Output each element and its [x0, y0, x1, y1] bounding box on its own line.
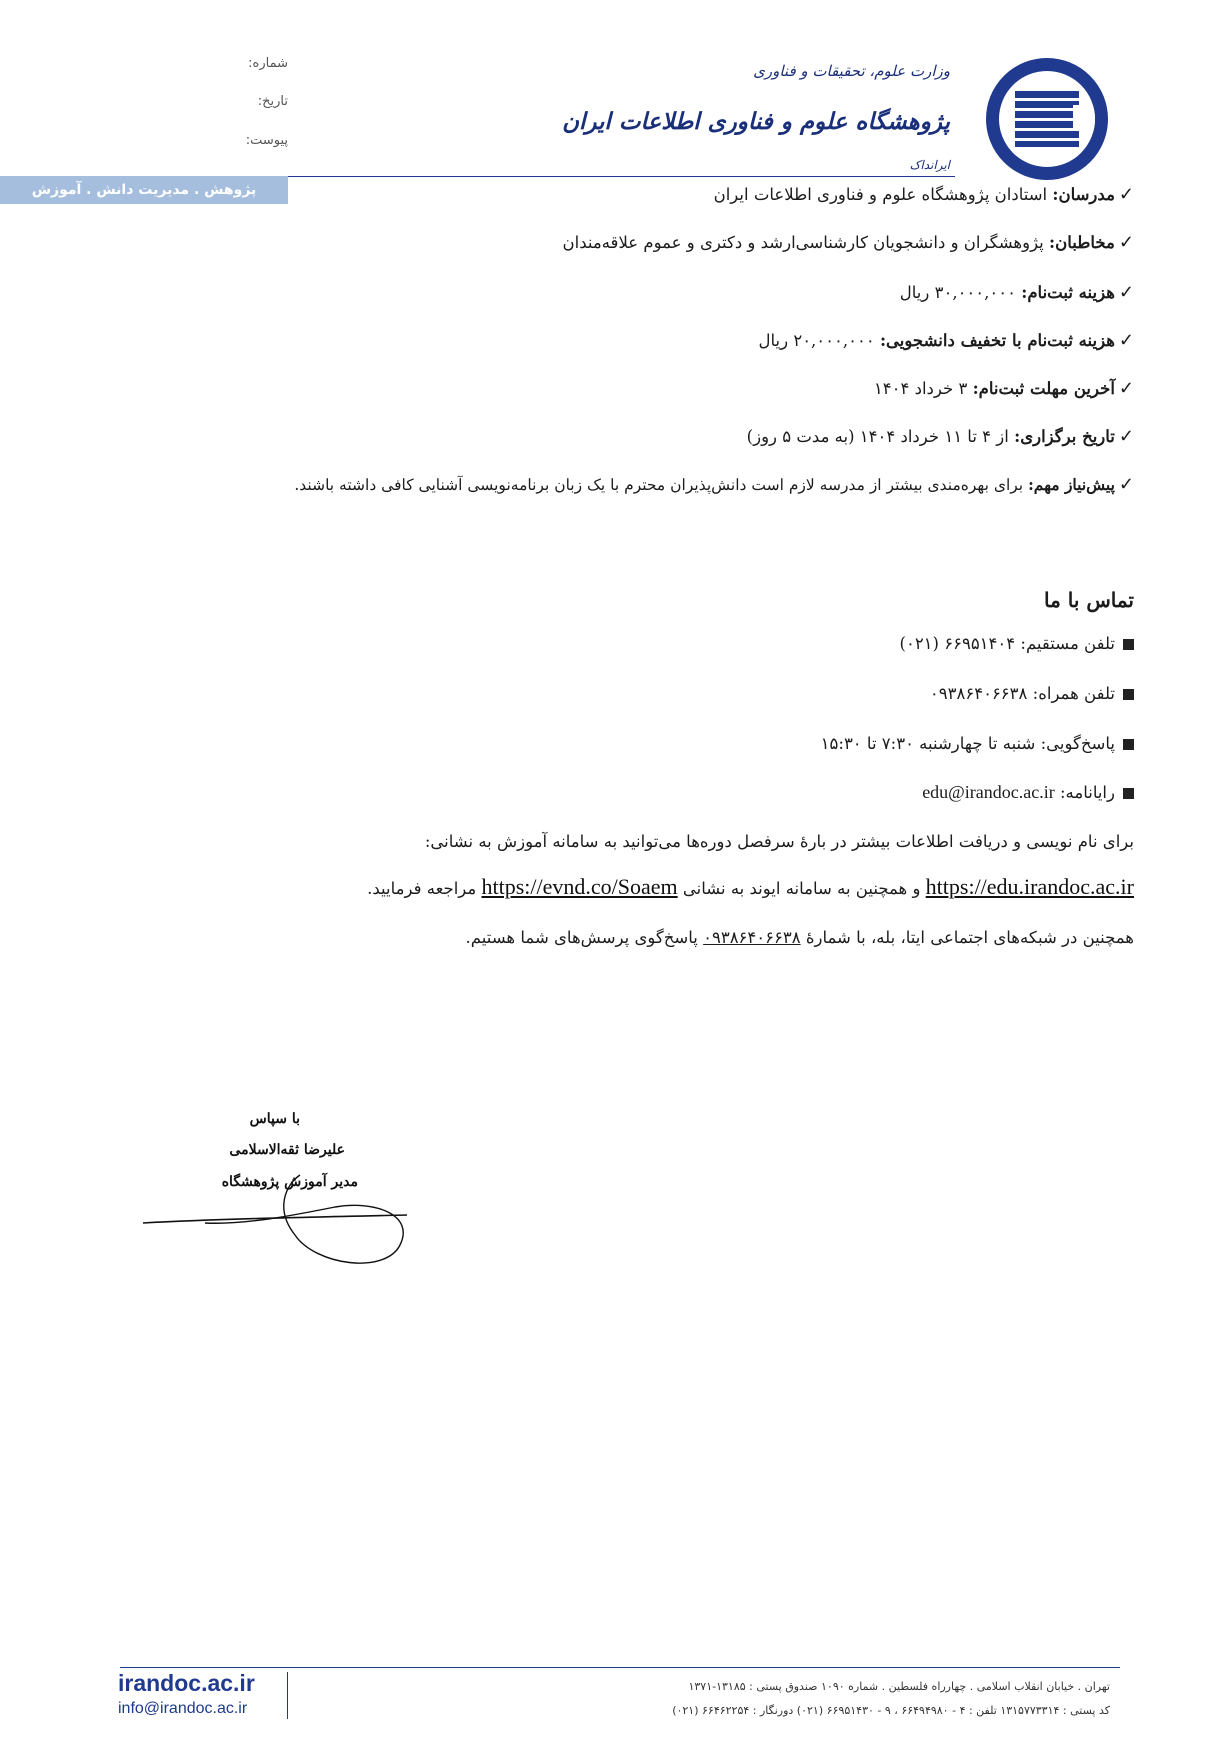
header-divider [230, 176, 955, 177]
detail-student-fee: ✓هزینه ثبت‌نام با تخفیف دانشجویی: ۲۰,۰۰۰,۰۰۰ ریال [758, 330, 1134, 351]
footer-contact-numbers: کد پستی : ۱۳۱۵۷۷۳۳۱۴ تلفن : ۴ - ۶۶۴۹۴۹۸۰ ، ۹ - ۶۶۹۵۱۴۳۰ (۰۲۱) دورنگار : ۶۶۴۶۲۲۵۴ (۰۲۱) [672, 1704, 1110, 1717]
check-icon: ✓ [1118, 474, 1134, 495]
irandoc-logo [986, 58, 1108, 180]
square-bullet-icon [1123, 739, 1134, 750]
footer-separator [287, 1672, 288, 1719]
check-icon: ✓ [1118, 184, 1134, 205]
ministry-name: وزارت علوم، تحقیقات و فناوری [753, 62, 950, 80]
detail-fee: ✓هزینه ثبت‌نام: ۳۰,۰۰۰,۰۰۰ ریال [899, 282, 1134, 303]
footer-brand[interactable]: irandoc.ac.ir [118, 1670, 255, 1696]
square-bullet-icon [1123, 639, 1134, 650]
date-label: تاریخ: [257, 94, 288, 109]
detail-deadline: ✓آخرین مهلت ثبت‌نام: ۳ خرداد ۱۴۰۴ [873, 378, 1134, 399]
check-icon: ✓ [1118, 330, 1134, 351]
handwritten-signature [135, 1115, 425, 1285]
check-icon: ✓ [1118, 378, 1134, 399]
signature-name: علیرضا ثقه‌الاسلامی [229, 1142, 345, 1158]
square-bullet-icon [1123, 689, 1134, 700]
detail-audience: ✓مخاطبان: پژوهشگران و دانشجویان کارشناسی‌ارشد و دکتری و عموم علاقه‌مندان [562, 232, 1134, 253]
signature-title: مدیر آموزش پژوهشگاه [221, 1174, 358, 1190]
edu-link[interactable]: https://edu.irandoc.ac.ir [925, 874, 1134, 899]
registration-links: https://edu.irandoc.ac.ir و همچنین به سامانه ایوند به نشانی https://evnd.co/Soaem مراجعه فرمایید. [367, 874, 1134, 899]
attachment-label: پیوست: [245, 133, 288, 148]
social-line: همچنین در شبکه‌های اجتماعی ایتا، بله، با شمارهٔ ۰۹۳۸۶۴۰۶۶۳۸ پاسخ‌گوی پرسش‌های شما هستیم. [465, 928, 1134, 947]
detail-teachers: ✓مدرسان: استادان پژوهشگاه علوم و فناوری اطلاعات ایران [713, 184, 1134, 205]
contact-mobile: تلفن همراه: ۰۹۳۸۶۴۰۶۶۳۸ [930, 684, 1134, 703]
check-icon: ✓ [1118, 232, 1134, 253]
contact-hours: پاسخ‌گویی: شنبه تا چهارشنبه ۷:۳۰ تا ۱۵:۳۰ [821, 734, 1134, 753]
detail-prerequisite: ✓پیش‌نیاز مهم: برای بهره‌مندی بیشتر از مدرسه لازم است دانش‌پذیران محترم با یک زبان برنامه‌نویسی آشنایی کافی داشته باشند. [294, 474, 1134, 495]
check-icon: ✓ [1118, 426, 1134, 447]
number-label: شماره: [248, 56, 288, 71]
contact-email: رایانامه: edu@irandoc.ac.ir [922, 782, 1134, 803]
footer-email[interactable]: info@irandoc.ac.ir [118, 1700, 248, 1717]
contact-phone: تلفن مستقیم: ۶۶۹۵۱۴۰۴ (۰۲۱) [900, 634, 1134, 653]
square-bullet-icon [1123, 788, 1134, 799]
evnd-link[interactable]: https://evnd.co/Soaem [481, 874, 678, 899]
signature-thanks: با سپاس [249, 1111, 300, 1127]
footer-divider [120, 1667, 1120, 1668]
institute-name: پژوهشگاه علوم و فناوری اطلاعات ایران [562, 108, 950, 135]
social-number: ۰۹۳۸۶۴۰۶۶۳۸ [703, 928, 801, 947]
tagline-banner: پژوهش . مدیریت دانش . آموزش [0, 176, 288, 204]
check-icon: ✓ [1118, 282, 1134, 303]
registration-intro: برای نام نویسی و دریافت اطلاعات بیشتر در بارهٔ سرفصل دوره‌ها می‌توانید به سامانه آموزش به نشانی: [424, 832, 1134, 851]
logo-stripes-icon [1015, 91, 1079, 147]
irandoc-mark: ایرانداک [909, 158, 950, 172]
detail-dates: ✓تاریخ برگزاری: از ۴ تا ۱۱ خرداد ۱۴۰۴ (به مدت ۵ روز) [746, 426, 1134, 447]
contact-title: تماس با ما [1043, 588, 1134, 612]
footer-address: تهران . خیابان انقلاب اسلامی . چهارراه فلسطین . شماره ۱۰۹۰ صندوق پستی : ۱۳۱۸۵-۱۳۷۱ [688, 1680, 1110, 1693]
